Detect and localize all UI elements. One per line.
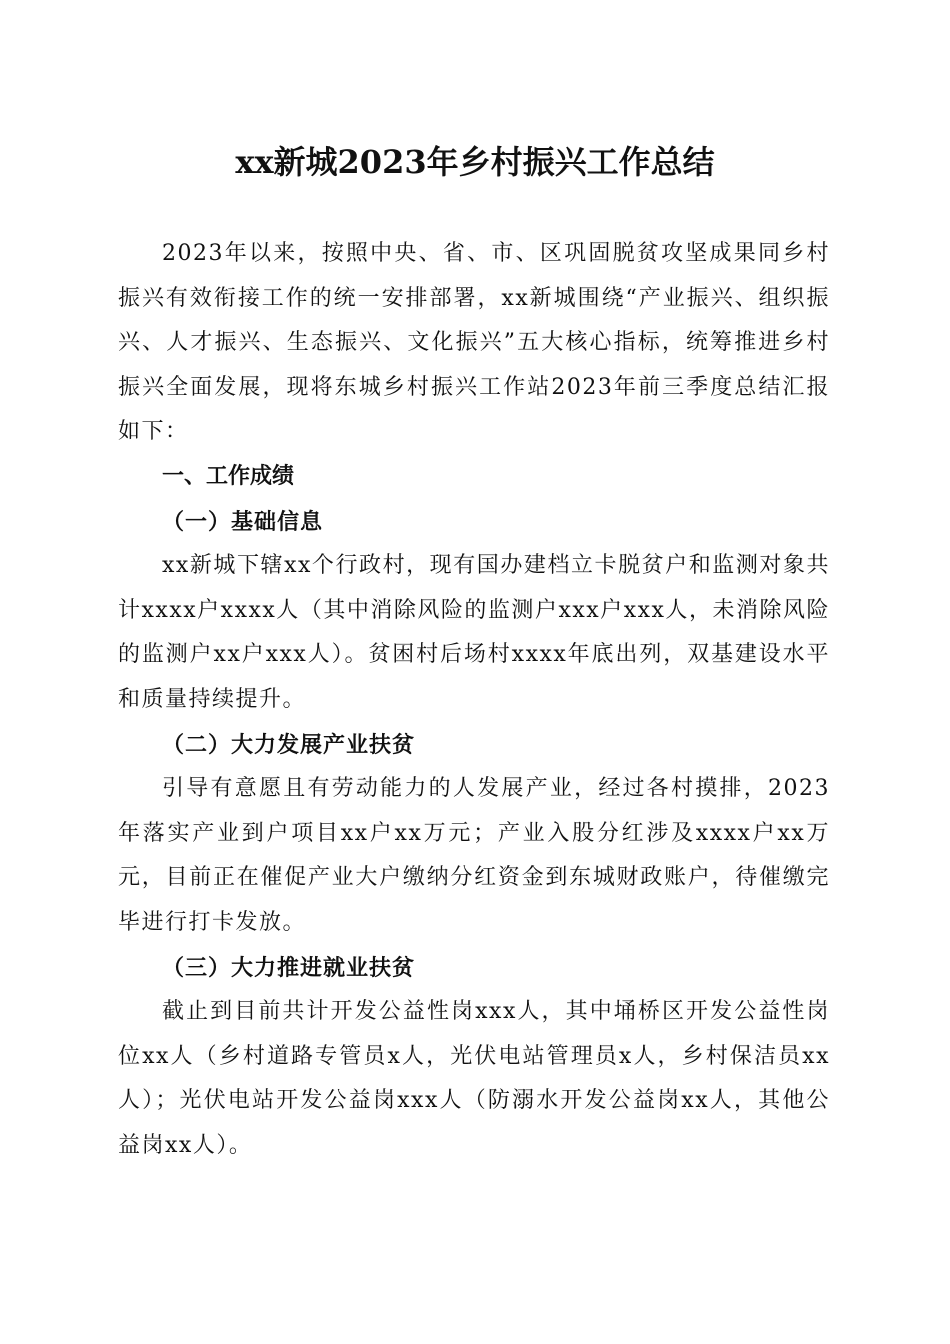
document-title: xx新城2023年乡村振兴工作总结 xyxy=(235,143,715,181)
subsection-heading-employment: （三）大力推进就业扶贫 xyxy=(162,954,416,981)
industry-paragraph: 引导有意愿且有劳动能力的人发展产业，经过各村摸排，2023年落实产业到户项目xx户xx万元；产业入股分红涉及xxxx户xx万元，目前正在催促产业大户缴纳分红资金到东城财政账户，待催缴完毕进行打卡发放。 xyxy=(118,776,830,935)
subsection-heading-industry: （二）大力发展产业扶贫 xyxy=(162,731,416,758)
section-heading-achievements: 一、工作成绩 xyxy=(162,463,295,489)
document-body xyxy=(118,232,830,1168)
basic-info-paragraph: xx新城下辖xx个行政村，现有国办建档立卡脱贫户和监测对象共计xxxx户xxxx人（其中消除风险的监测户xxx户xxx人，未消除风险的监测户xx户xxx人）。贫困村后场村xxxx年底出列，双基建设水平和质量持续提升。 xyxy=(118,553,830,712)
subsection-heading-basic-info: （一）基础信息 xyxy=(162,508,324,535)
employment-paragraph: 截止到目前共计开发公益性岗xxx人，其中埇桥区开发公益性岗位xx人（乡村道路专管员x人，光伏电站管理员x人，乡村保洁员xx人）；光伏电站开发公益岗xxx人（防溺水开发公益岗xx人，其他公益岗xx人）。 xyxy=(118,999,830,1158)
intro-paragraph: 2023年以来，按照中央、省、市、区巩固脱贫攻坚成果同乡村振兴有效衔接工作的统一安排部署，xx新城围绕“产业振兴、组织振兴、人才振兴、生态振兴、文化振兴”五大核心指标，统筹推进乡村振兴全面发展，现将东城乡村振兴工作站2023年前三季度总结汇报如下： xyxy=(118,241,830,445)
